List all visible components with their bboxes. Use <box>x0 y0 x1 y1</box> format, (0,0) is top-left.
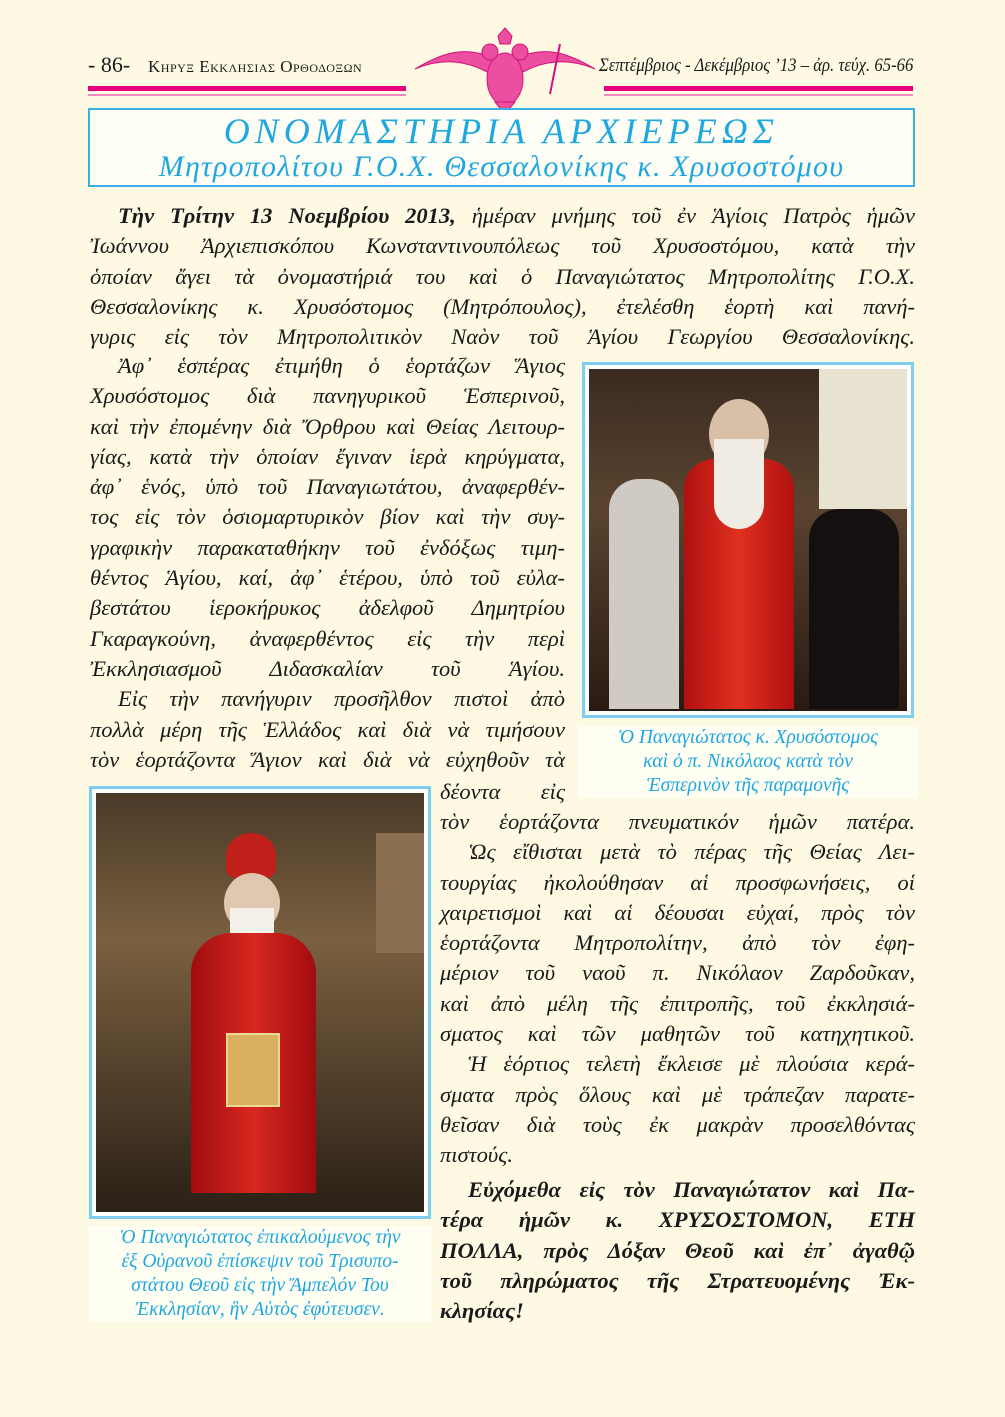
left-column <box>90 351 565 775</box>
photo1-caption <box>578 726 918 798</box>
text-line: ἀφ᾽ ἑνός, ὑπὸ τοῦ Παναγιωτάτου, ἀναφερθέν- <box>90 474 565 500</box>
intro-paragraph <box>90 201 915 352</box>
text-line: γίας, κατὰ τὴν ὁποίαν ἔγιναν ἱερὰ κηρύγματα, <box>90 443 565 469</box>
journal-name: Κηρυξ Εκκλησιας Ορθοδοξων <box>148 57 363 76</box>
text-line: καὶ ἀπὸ μέλη τῆς ἐπιτροπῆς, τοῦ ἐκκλησιά- <box>440 990 915 1016</box>
caption-line: ἐξ Οὐρανοῦ ἐπίσκεψιν τοῦ Τρισυπο- <box>121 1251 399 1272</box>
header-rule-right <box>604 86 913 91</box>
text-line: γραφικὴν παρακαταθήκην τοῦ ἐνδόξως τιμη- <box>90 534 565 560</box>
text-line: Ἀφ᾽ ἑσπέρας ἐτιμήθη ὁ ἑορτάζων Ἅγιος <box>118 353 565 378</box>
photo-vespers <box>582 362 914 718</box>
text-line: τουργίας ἠκολούθησαν αἱ προσφωνήσεις, οἱ <box>440 869 915 895</box>
right-column <box>440 807 915 1171</box>
header-rule-left-thin <box>88 94 406 96</box>
text-line: ἑορτάζοντα Μητροπολίτην, ἀπὸ τὸν ἐφη- <box>440 930 915 956</box>
text-line: Εὐχόμεθα εἰς τὸν Παναγιώτατον καὶ Πα- <box>468 1177 915 1202</box>
text-line: Ἡ ἑόρτιος τελετὴ ἔκλεισε μὲ πλούσια κερά- <box>468 1051 915 1077</box>
text-line: δέοντα εἰς <box>440 779 565 804</box>
text-line: Χρυσόστομος διὰ πανηγυρικοῦ Ἑσπερινοῦ, <box>90 383 565 409</box>
text-line: θέντος Ἁγίου, καί, ἀφ᾽ ἑτέρου, ὑπὸ τοῦ εὐλα- <box>90 565 565 591</box>
text-line: σματα πρὸς ὅλους καὶ μὲ τράπεζαν παρατε- <box>440 1081 915 1107</box>
text-line: ΠΟΛΛΑ, πρὸς Δόξαν Θεοῦ καὶ ἐπ᾽ ἀγαθῷ <box>440 1237 915 1263</box>
caption-line: Ἑσπερινὸν τῆς παραμονῆς <box>646 775 850 796</box>
text-line: ὁποίαν ἄγει τὰ ὀνομαστήριά του καὶ ὁ Παναγιώτατος Μητροπολίτης Γ.Ο.Χ. <box>90 263 915 289</box>
text-line: χαιρετισμοὶ καὶ αἱ δέουσαι εὐχαί, πρὸς τὸν <box>440 899 915 925</box>
text-line: γυρις εἰς τὸν Μητροπολιτικὸν Ναὸν τοῦ Ἁγίου Γεωργίου Θεσσαλονίκης. <box>90 324 915 350</box>
text-line: μέριον τοῦ ναοῦ π. Νικόλαον Ζαρδοῦκαν, <box>440 960 915 986</box>
text-line: τὸν ἑορτάζοντα Ἅγιον καὶ διὰ νὰ εὐχηθοῦν τὰ <box>90 746 565 772</box>
article-title: ΟΝΟΜΑΣΤΗΡΙΑ ΑΡΧΙΕΡΕΩΣ <box>223 111 780 151</box>
page-number: - 86- <box>88 52 131 77</box>
text-line: Εἰς τὴν πανήγυριν προσῆλθον πιστοὶ ἀπὸ <box>118 686 565 712</box>
text-line: Γκαραγκούνη, ἀναφερθέντος εἰς τὴν περὶ <box>90 625 565 651</box>
text-line: θεῖσαν διὰ τοὺς ἐκ μακρὰν προσελθόντας <box>440 1111 915 1137</box>
text-line: τοῦ πληρώματος τῆς Στρατευομένης Ἐκ- <box>440 1267 915 1293</box>
text-line: Ἐκκλησιασμοῦ Διδασκαλίαν τοῦ Ἁγίου. <box>90 655 565 681</box>
caption-line: στάτου Θεοῦ εἰς τὴν Ἄμπελόν Του <box>131 1275 389 1296</box>
caption-line: καὶ ὁ π. Νικόλαος κατὰ τὸν <box>643 751 853 772</box>
closing-wishes <box>440 1175 915 1326</box>
text-line: τος εἰς τὸν ὁσιομαρτυρικὸν βίον καὶ τὴν συγ- <box>90 504 565 530</box>
photo-liturgy <box>89 786 431 1219</box>
text-line: κλησίας! <box>440 1298 524 1324</box>
double-headed-eagle-emblem-icon <box>410 24 600 114</box>
caption-line: Ἐκκλησίαν, ἣν Αὐτὸς ἐφύτευσεν. <box>135 1299 385 1320</box>
photo2-caption <box>89 1226 431 1322</box>
text-line: Ὡς εἴθισται μετὰ τὸ πέρας τῆς Θείας Λει- <box>468 839 915 865</box>
issue-info: Σεπτέμβριος - Δεκέμβριος ’13 – ἀρ. τεύχ. 65-66 <box>598 55 913 76</box>
header-rule-right-thin <box>604 94 913 96</box>
text-line: τέρα ἡμῶν κ. ΧΡΥΣΟΣΤΟΜΟΝ, ΕΤΗ <box>440 1207 915 1233</box>
text-line: σματος καὶ τῶν μαθητῶν τοῦ κατηχητικοῦ. <box>440 1021 915 1047</box>
intro-lead: Τὴν Τρίτην 13 Νοεμβρίου 2013, <box>118 203 456 228</box>
left-column-tail <box>440 777 565 807</box>
text-line: ἡμέραν μνήμης τοῦ ἐν Ἁγίοις Πατρὸς ἡμῶν <box>455 203 915 228</box>
article-title-box <box>88 108 915 187</box>
text-line: πιστούς. <box>440 1142 514 1168</box>
text-line: καὶ τὴν ἐπομένην διὰ Ὄρθρου καὶ Θείας Λειτουρ- <box>90 413 565 439</box>
text-line: τὸν ἑορτάζοντα πνευματικόν ἡμῶν πατέρα. <box>440 809 915 834</box>
article-subtitle: Μητροπολίτου Γ.Ο.Χ. Θεσσαλονίκης κ. Χρυσοστόμου <box>158 150 845 183</box>
text-line: Θεσσαλονίκης κ. Χρυσόστομος (Μητρόπουλος), ἐτελέσθη ἑορτὴ καὶ πανή- <box>90 293 915 319</box>
caption-line: Ὁ Παναγιώτατος ἐπικαλούμενος τὴν <box>119 1227 401 1248</box>
caption-line: Ὁ Παναγιώτατος κ. Χρυσόστομος <box>617 727 878 748</box>
text-line: Ἰωάννου Ἀρχιεπισκόπου Κωνσταντινουπόλεως τοῦ Χρυσοστόμου, κατὰ τὴν <box>90 233 915 259</box>
header-rule-left <box>88 86 406 91</box>
text-line: πολλὰ μέρη τῆς Ἑλλάδος καὶ διὰ νὰ τιμήσουν <box>90 716 565 742</box>
text-line: βεστάτου ἱεροκήρυκος ἀδελφοῦ Δημητρίου <box>90 595 565 621</box>
